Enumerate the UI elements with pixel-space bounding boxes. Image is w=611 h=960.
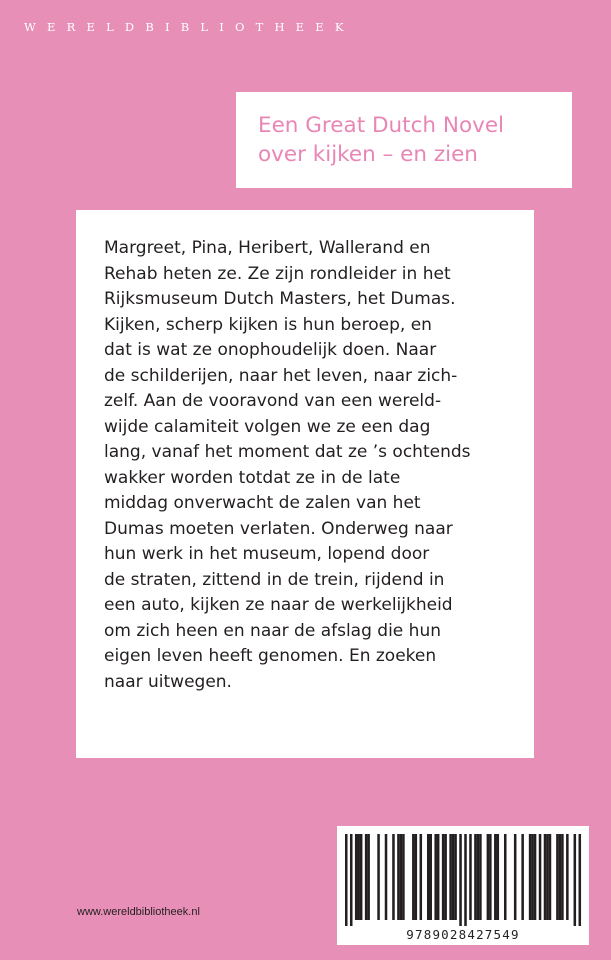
barcode-bar — [521, 834, 524, 920]
barcode-bar — [489, 834, 492, 920]
blurb-line: de straten, zittend in de trein, rijdend in — [104, 569, 445, 590]
blurb-line: een auto, kijken ze naar de werkelijkheid — [104, 595, 453, 615]
barcode — [337, 826, 589, 945]
barcode-bar — [549, 834, 552, 920]
blurb-line: zelf. Aan de vooravond van een wereld- — [104, 391, 442, 411]
barcode-bar — [357, 834, 360, 920]
barcode-bar — [444, 834, 447, 920]
barcode-bar — [464, 834, 467, 926]
barcode-bar — [365, 834, 368, 920]
blurb-line: de schilderijen, naar het leven, naar zich- — [104, 365, 458, 386]
barcode-bar — [469, 834, 472, 920]
barcode-bar — [367, 834, 370, 920]
blurb-line: om zich heen en naar de afslag die hun — [104, 620, 441, 641]
barcode-bar — [385, 834, 388, 920]
publisher-name: WERELDBIBLIOTHEEK — [24, 20, 355, 34]
barcode-bar — [459, 834, 462, 926]
barcode-bar — [531, 834, 534, 920]
barcode-bar — [566, 834, 569, 920]
barcode-bar — [415, 834, 418, 920]
blurb-line: eigen leven heeft genomen. En zoeken — [104, 646, 437, 666]
barcode-bar — [529, 834, 532, 920]
barcode-bar — [377, 834, 380, 920]
tagline-line-2: over kijken – en zien — [258, 142, 478, 167]
blurb-line: wakker worden totdat ze in de late — [104, 467, 401, 488]
barcode-bar — [452, 834, 455, 920]
blurb-line: Kijken, scherp kijken is hun beroep, en — [104, 314, 432, 335]
website-url: www.wereldbibliotheek.nl — [77, 906, 200, 918]
barcode-bar — [514, 834, 517, 920]
barcode-bar — [400, 834, 403, 920]
blurb-box — [76, 210, 534, 758]
barcode-bar — [544, 834, 547, 920]
blurb-line: wijde calamiteit volgen we ze een dag — [104, 416, 431, 437]
barcode-bar — [412, 834, 415, 920]
barcode-bar — [350, 834, 353, 926]
barcode-bar — [487, 834, 490, 920]
barcode-bar — [449, 834, 452, 920]
barcode-bar — [355, 834, 358, 920]
barcode-bar — [397, 834, 400, 920]
barcode-bar — [574, 834, 577, 926]
blurb-line: Rehab heten ze. Ze zijn rondleider in het — [104, 263, 451, 284]
blurb-line: hun werk in het museum, lopend door — [104, 544, 430, 564]
barcode-bar — [546, 834, 549, 920]
barcode-bar — [345, 834, 348, 926]
barcode-bar — [479, 834, 482, 920]
blurb-line: Rijksmuseum Dutch Masters, het Dumas. — [104, 289, 456, 309]
barcode-bar — [427, 834, 430, 920]
blurb-line: lang, vanaf het moment dat ze ’s ochtends — [104, 442, 471, 462]
barcode-bar — [360, 834, 363, 920]
blurb-line: middag onverwacht de zalen van het — [104, 493, 421, 513]
blurb-line: dat is wat ze onophoudelijk doen. Naar — [104, 340, 437, 360]
barcode-bar — [561, 834, 564, 920]
barcode-bar — [437, 834, 440, 920]
barcode-bar — [579, 834, 582, 926]
blurb-line: naar uitwegen. — [104, 671, 232, 692]
barcode-bar — [420, 834, 423, 920]
blurb-line: Margreet, Pina, Heribert, Wallerand en — [104, 238, 431, 258]
barcode-bar — [539, 834, 542, 920]
barcode-bar — [402, 834, 405, 920]
tagline-line-1: Een Great Dutch Novel — [258, 113, 505, 138]
barcode-bar — [534, 834, 537, 920]
barcode-bar — [559, 834, 562, 920]
barcode-bar — [504, 834, 507, 920]
barcode-graphic — [337, 826, 589, 945]
tagline-box — [236, 92, 572, 188]
barcode-bar — [497, 834, 500, 920]
blurb-line: Dumas moeten verlaten. Onderweg naar — [104, 518, 453, 539]
barcode-bar — [429, 834, 432, 920]
barcode-bar — [454, 834, 457, 920]
barcode-bar — [392, 834, 395, 920]
barcode-bar — [434, 834, 437, 920]
barcode-bar — [477, 834, 480, 920]
barcode-bar — [442, 834, 445, 920]
barcode-bar — [494, 834, 497, 920]
barcode-bar — [474, 834, 477, 920]
isbn-digits: 9789028427549 — [406, 927, 520, 942]
barcode-bar — [556, 834, 559, 920]
